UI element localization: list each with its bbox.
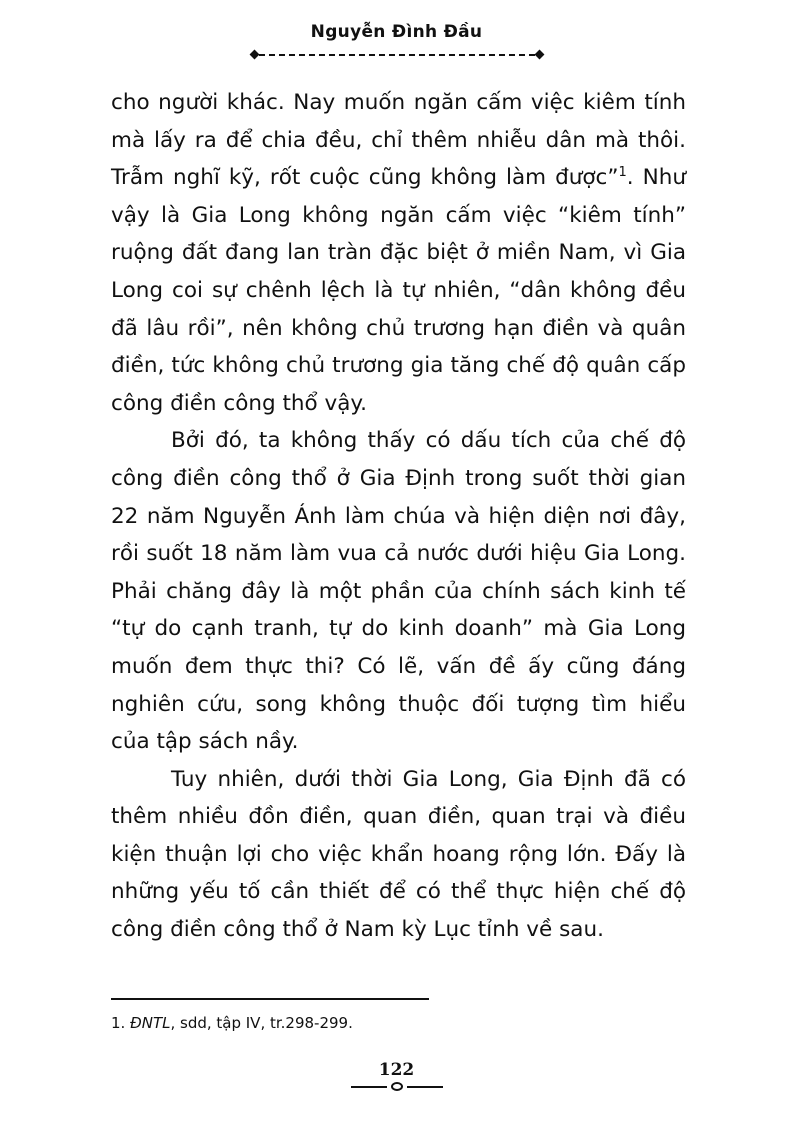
page-footer	[0, 1060, 793, 1092]
running-header	[0, 22, 793, 60]
page-number: 122	[378, 1060, 415, 1080]
footnote-source: ĐNTL	[130, 1014, 171, 1032]
page-number-ornament-icon	[351, 1082, 443, 1092]
paragraph-1	[111, 84, 686, 422]
paragraph-1-text-before: cho người khác. Nay muốn ngăn cấm việc kiêm tính mà lấy ra để chia đều, chỉ thêm nhiễu dân mà thôi. Trẫm nghĩ kỹ, rốt cuộc cũng không làm được”	[111, 90, 686, 191]
footnote-divider	[111, 998, 429, 1000]
paragraph-1-text-after: . Như vậy là Gia Long không ngăn cấm việc “kiêm tính” ruộng đất đang lan tràn đặc biệt ở miền Nam, vì Gia Long coi sự chênh lệch là tự nhiên, “dân không đều đã lâu rồi”, nên không chủ trương hạn điền và quân điền, tức không chủ trương gia tăng chế độ quân cấp công điền công thổ vậy.	[111, 165, 686, 416]
paragraph-3: Tuy nhiên, dưới thời Gia Long, Gia Định đã có thêm nhiều đồn điền, quan điền, quan trại và điều kiện thuận lợi cho việc khẩn hoang rộng lớn. Đấy là những yếu tố cần thiết để có thể thực hiện chế độ công điền công thổ ở Nam kỳ Lục tỉnh về sau.	[111, 766, 686, 943]
diamond-ornament-icon	[249, 50, 259, 60]
footnote	[111, 1014, 686, 1032]
footnote-citation: , sdd, tập IV, tr.298-299.	[170, 1014, 353, 1032]
body-text	[111, 84, 686, 949]
paragraph-2: Bởi đó, ta không thấy có dấu tích của chế độ công điền công thổ ở Gia Định trong suốt thời gian 22 năm Nguyễn Ánh làm chúa và hiện diện nơi đây, rồi suốt 18 năm làm vua cả nước dưới hiệu Gia Long. Phải chăng đây là một phần của chính sách kinh tế “tự do cạnh tranh, tự do kinh doanh” mà Gia Long muốn đem thực thi? Có lẽ, vấn đề ấy cũng đáng nghiên cứu, song không thuộc đối tượng tìm hiểu của tập sách nầy.	[111, 428, 686, 755]
footnote-reference: 1	[618, 165, 627, 181]
diamond-ornament-icon	[534, 50, 544, 60]
footnote-number: 1.	[111, 1014, 126, 1032]
header-ornament-rule	[251, 50, 543, 60]
author-name: Nguyễn Đình Đầu	[310, 22, 483, 42]
